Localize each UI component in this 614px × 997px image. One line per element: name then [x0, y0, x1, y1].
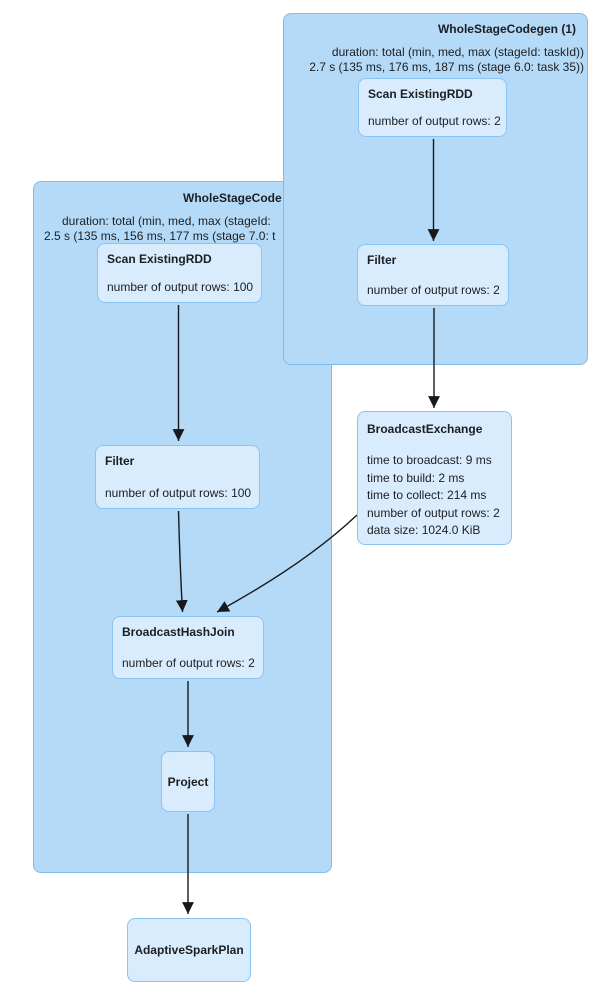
cluster-duration-line2: 2.7 s (135 ms, 176 ms, 187 ms (stage 6.0: task 35))	[309, 60, 584, 74]
cluster-wholestagecodegen-1	[283, 13, 588, 365]
node-scan-existingrdd-1[interactable]	[358, 78, 507, 137]
cluster-duration-line1: duration: total (min, med, max (stageId: taskId))	[331, 45, 584, 59]
node-metric-output-rows: number of output rows: 2	[122, 656, 255, 670]
node-scan-existingrdd-2[interactable]	[97, 243, 262, 303]
node-filter-2[interactable]	[95, 445, 260, 509]
cluster-duration-line1: duration: total (min, med, max (stageId:	[62, 214, 271, 228]
node-metric-time-to-build: time to build: 2 ms	[367, 470, 465, 485]
node-adaptivesparkplan[interactable]	[127, 918, 251, 982]
node-title: Scan ExistingRDD	[368, 87, 473, 101]
cluster-duration-line2: 2.5 s (135 ms, 156 ms, 177 ms (stage 7.0: t	[44, 229, 276, 243]
node-broadcastexchange[interactable]	[357, 411, 512, 545]
node-metrics-list	[367, 452, 502, 540]
node-metric-output-rows: number of output rows: 2	[367, 283, 500, 297]
node-project[interactable]	[161, 751, 215, 812]
node-title: Project	[167, 774, 209, 789]
node-metric-data-size: data size: 1024.0 KiB	[367, 523, 481, 537]
cluster-title: WholeStageCodegen (1)	[437, 22, 576, 36]
node-metric-time-to-broadcast: time to broadcast: 9 ms	[367, 453, 492, 467]
node-title: BroadcastExchange	[367, 422, 483, 436]
node-title: Filter	[367, 253, 397, 267]
node-metric-output-rows: number of output rows: 100	[105, 486, 252, 500]
node-title: Filter	[105, 454, 135, 468]
node-title: AdaptiveSparkPlan	[134, 943, 244, 957]
node-filter-1[interactable]	[357, 244, 509, 306]
node-metric-output-rows: number of output rows: 2	[367, 505, 500, 520]
node-title: Scan ExistingRDD	[107, 252, 212, 266]
node-title: BroadcastHashJoin	[122, 625, 235, 639]
node-metric-output-rows: number of output rows: 100	[107, 280, 254, 294]
node-broadcasthashjoin[interactable]	[112, 616, 264, 679]
node-metric-output-rows: number of output rows: 2	[368, 114, 501, 128]
node-metric-time-to-collect: time to collect: 214 ms	[367, 488, 487, 502]
cluster-title: WholeStageCode	[183, 191, 282, 205]
